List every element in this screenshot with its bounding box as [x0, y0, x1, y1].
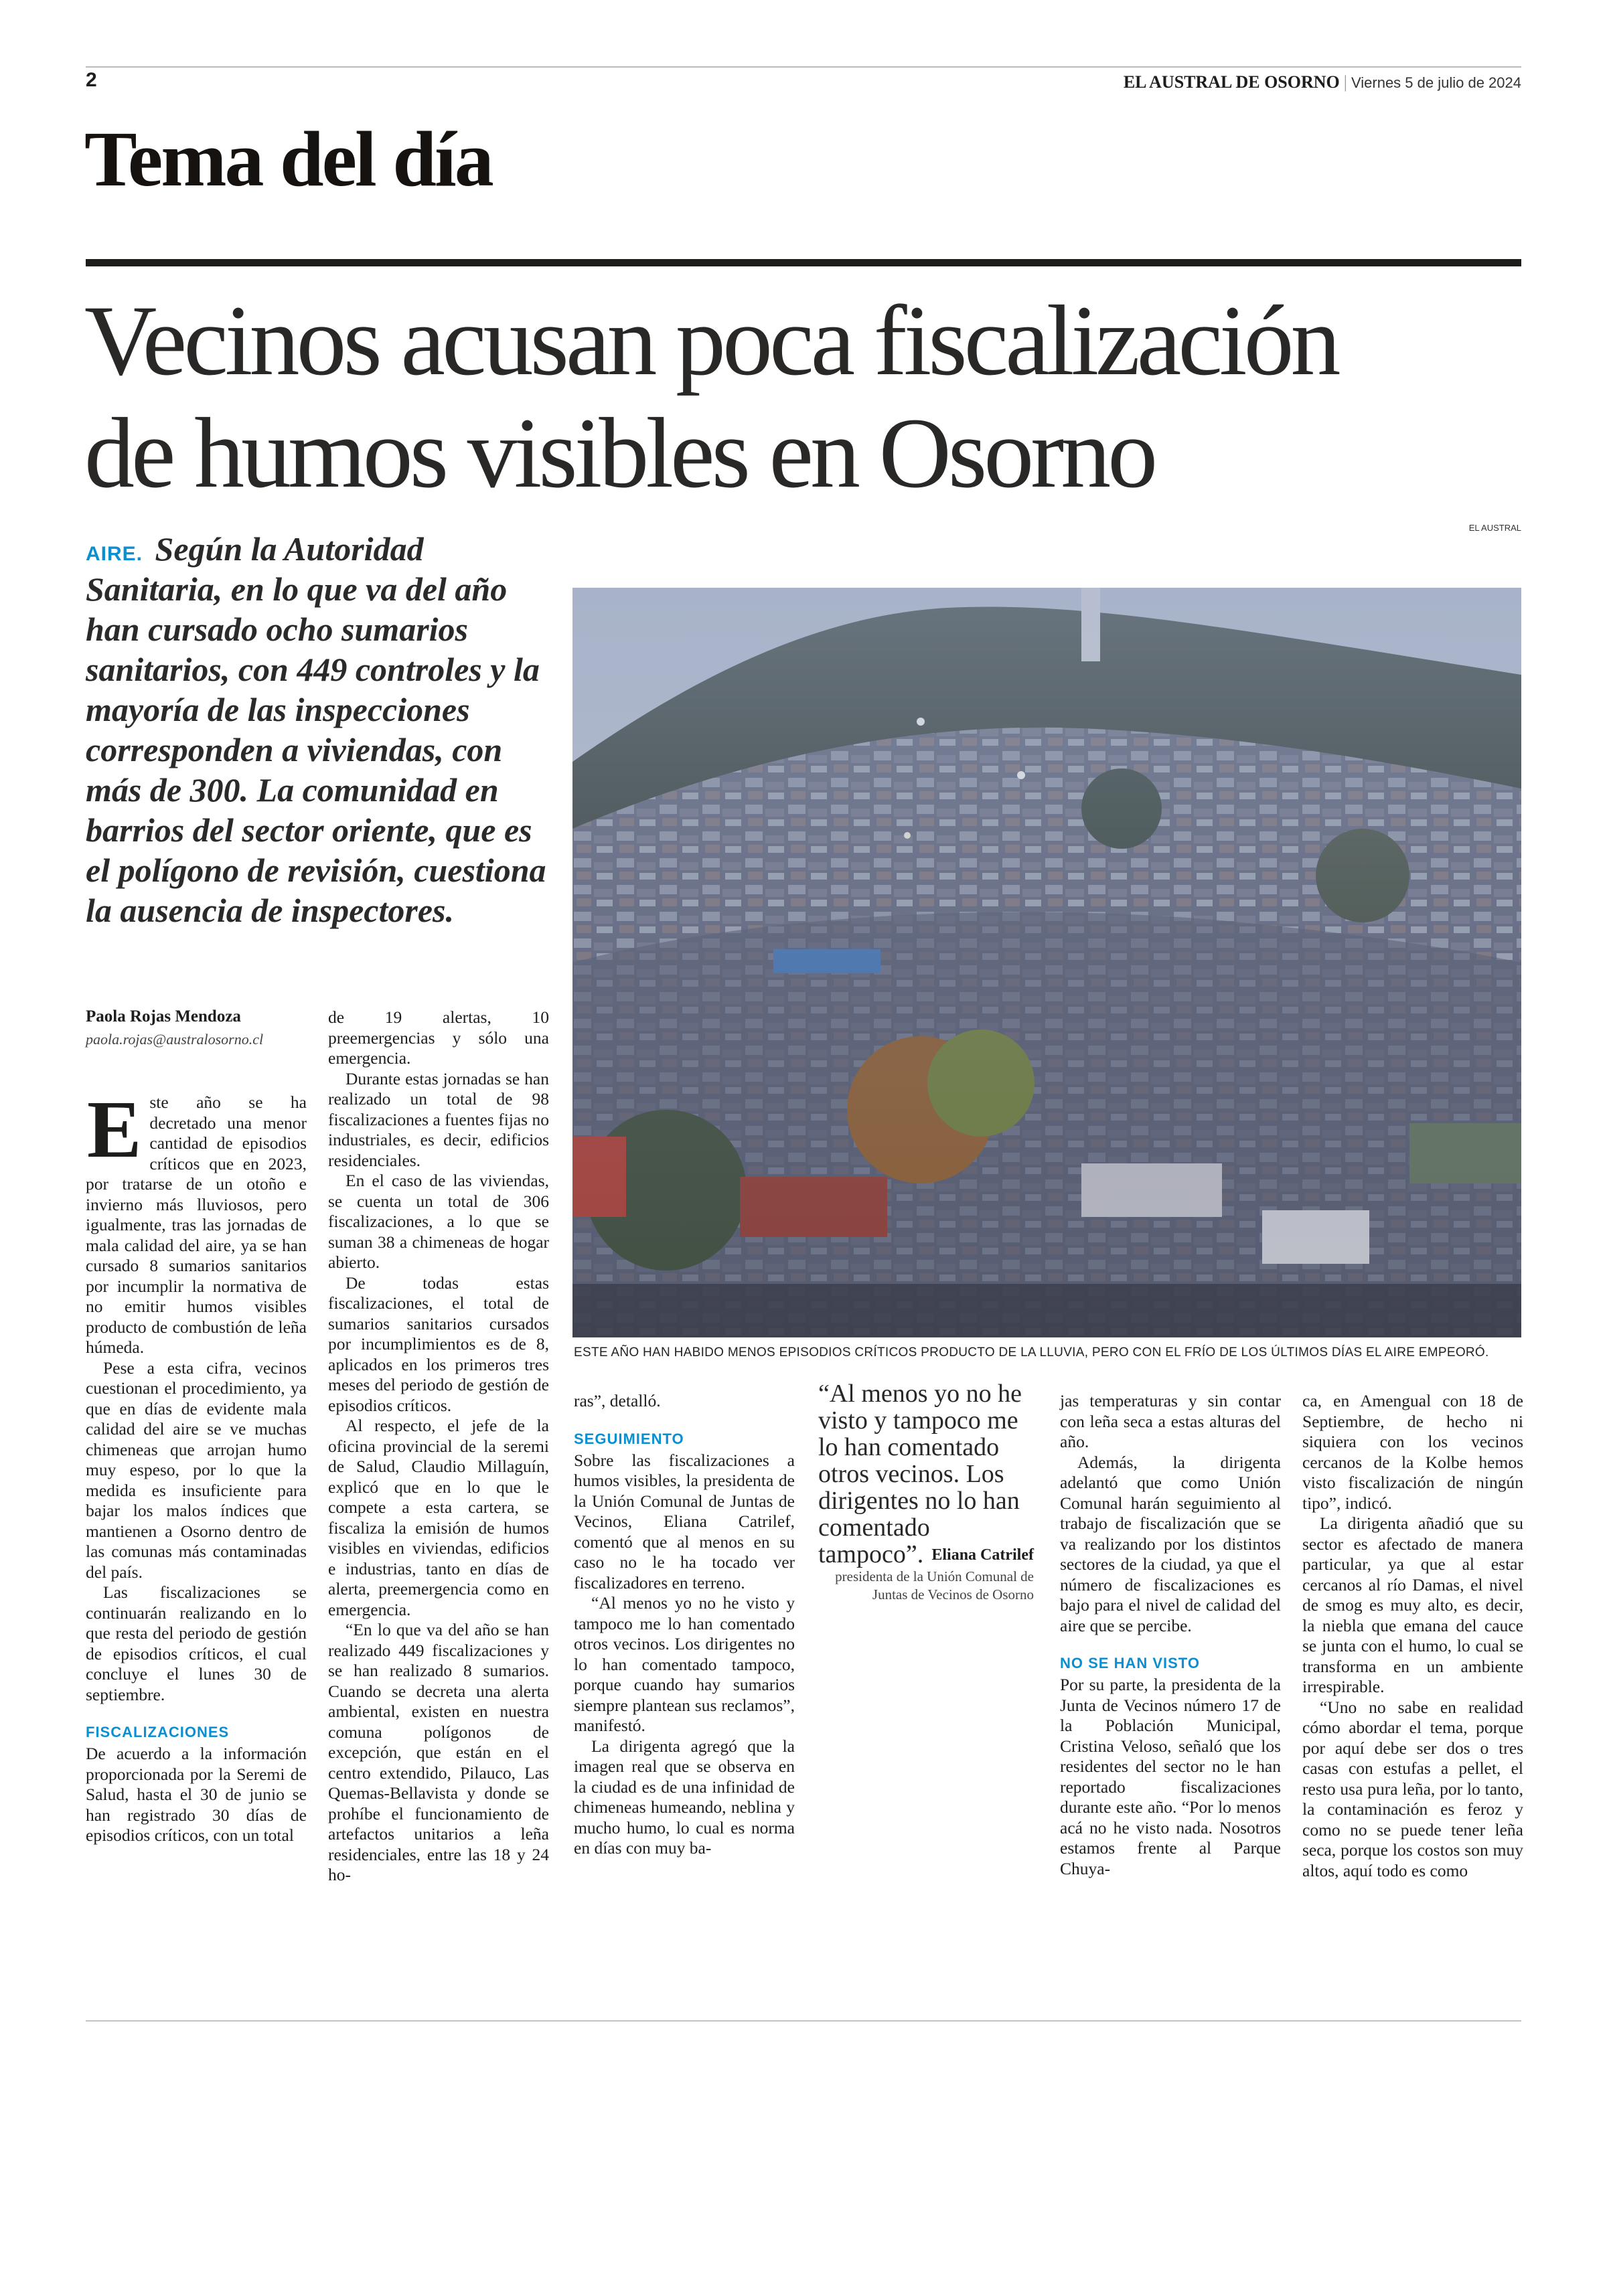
paragraph: La dirigenta agregó que la imagen real que se observa en la ciudad es de una infinidad de chimeneas humeando, neblina y mucho humo, lo cual es norma en días con muy ba- [574, 1736, 795, 1858]
section-title: Tema del día [84, 115, 492, 203]
author-name: Paola Rojas Mendoza [86, 1007, 241, 1026]
paragraph: ca, en Amengual con 18 de Septiembre, de hecho ni siquiera con los vecinos cercanos de la Kolbe hemos visto fiscalización de ningún tipo”, indicó. [1302, 1391, 1523, 1513]
dateline-separator: | [1343, 72, 1347, 92]
paragraph: ras”, detalló. [574, 1391, 661, 1410]
text-column-5 [1302, 1391, 1523, 1881]
photo-credit: EL AUSTRAL [1468, 523, 1521, 533]
page-number: 2 [86, 69, 97, 91]
text-column-1 [86, 1084, 307, 1846]
subheading: SEGUIMIENTO [574, 1430, 684, 1447]
paragraph: Pese a esta cifra, vecinos cuestionan el procedimiento, ya que en días de evidente mala calidad del aire se ve muchas chimeneas que arrojan humo muy espeso, por lo que la medida es insuficiente para bajar los malos índices que mantienen a Osorno dentro de las comunas más contaminadas del país. [86, 1358, 307, 1582]
text-column-4 [1060, 1391, 1281, 1879]
quote-attribution-name: Eliana Catrilef [931, 1546, 1034, 1564]
drop-cap: E [87, 1084, 142, 1175]
headline [84, 284, 1544, 509]
paragraph: Durante estas jornadas se han realizado un total de 98 fiscalizaciones a fuentes fijas no industriales, es decir, edificios residenciales. [328, 1068, 549, 1170]
paragraph: Además, la dirigenta adelantó que como Unión Comunal harán seguimiento al trabajo de fiscalización que se va realizando por los distintos sectores de la ciudad, ya que el número de fiscalizaciones es bajo para el nivel de calidad del aire que se percibe. [1060, 1452, 1281, 1635]
photo-caption: ESTE AÑO HAN HABIDO MENOS EPISODIOS CRÍTICOS PRODUCTO DE LA LLUVIA, PERO CON EL FRÍO DE LOS ÚLTIMOS DÍAS EL AIRE EMPEORÓ. [574, 1345, 1489, 1360]
paragraph: Sobre las fiscalizaciones a humos visibles, la presidenta de la Unión Comunal de Juntas de Vecinos, Eliana Catrilef, comentó que al menos en su caso no le ha tocado ver fiscalizadores en terreno. [574, 1450, 795, 1592]
text-column-2 [328, 1007, 549, 1886]
photo-illustration [572, 588, 1521, 1337]
paragraph: De acuerdo a la información proporcionada por la Seremi de Salud, hasta el 30 de junio se han registrado 30 días de episodios críticos, con un total [86, 1744, 307, 1845]
paragraph: Al respecto, el jefe de la oficina provincial de la seremi de Salud, Claudio Millaguín, explicó que en lo que le compete a esta cartera, se fiscaliza la emisión de humos visibles en viviendas, edificios e industrias, tanto en días de alerta, preemergencia como en emergencia. [328, 1416, 549, 1619]
author-email: paola.rojas@australosorno.cl [86, 1031, 264, 1048]
paragraph: “En lo que va del año se han realizado 449 fiscalizaciones y se han realizado 8 sumarios. Cuando se decreta una alerta ambiental, existen en nuestra comuna polígonos de excepción, que están en el centro extendido, Pilauco, Las Quemas-Bellavista y donde se prohíbe el funcionamiento de artefactos unitarios a leña residenciales, entre las 18 y 24 ho- [328, 1620, 549, 1884]
lede-tag: AIRE. [86, 543, 143, 565]
text-column-3 [574, 1391, 795, 1859]
paragraph: jas temperaturas y sin contar con leña seca a estas alturas del año. [1060, 1391, 1281, 1451]
paragraph: De todas estas fiscalizaciones, el total de sumarios sanitarios cursados por incumplimientos es de 8, aplicados en los primeros tres meses del periodo de gestión de episodios críticos. [328, 1273, 549, 1415]
lede [86, 529, 554, 930]
paragraph [86, 1084, 307, 1358]
quote-attribution-role: presidenta de la Unión Comunal de Juntas de Vecinos de Osorno [835, 1568, 1034, 1603]
top-rule [86, 66, 1521, 68]
paragraph: Las fiscalizaciones se continuarán realizando en lo que resta del periodo de gestión de episodios críticos, el cual concluye el lunes 30 de septiembre. [86, 1582, 307, 1704]
subheading: FISCALIZACIONES [86, 1724, 230, 1740]
dateline [1124, 72, 1521, 92]
pull-quote: “Al menos yo no he visto y tampoco me lo han comentado otros vecinos. Los dirigentes no lo han comentado tampoco”. [818, 1380, 1022, 1568]
city-smog-photo [572, 588, 1521, 1337]
paragraph: de 19 alertas, 10 preemergencias y sólo una emergencia. [328, 1007, 549, 1068]
paragraph-text: ste año se ha decretado una menor cantidad de episodios críticos que en 2023, por tratarse de un otoño e invierno más lluviosos, pero igualmente, tras las jornadas de mala calidad del aire, ya se han cursado 8 sumarios sanitarios por incumplir la normativa de no emitir humos visibles producto de combustión de leña húmeda. [86, 1092, 307, 1357]
lede-text: Según la Autoridad Sanitaria, en lo que va del año han cursado ocho sumarios sanitarios, con 449 controles y la mayoría de las inspecciones corresponden a viviendas, con más de 300. La comunidad en barrios del sector oriente, que es el polígono de revisión, cuestiona la ausencia de inspectores. [86, 530, 546, 929]
paragraph: En el caso de las viviendas, se cuenta un total de 306 fiscalizaciones, a lo que se suman 38 a chimeneas de hogar abierto. [328, 1171, 549, 1272]
headline-line-1: Vecinos acusan poca fiscalización [84, 285, 1338, 396]
paragraph: “Uno no sabe en realidad cómo abordar el tema, porque por aquí debe ser dos o tres casas con estufas a pellet, el resto usa pura leña, por lo tanto, la contaminación es feroz y como no se puede tener leña seca, porque los costos son muy altos, aquí todo es como [1302, 1697, 1523, 1880]
section-rule [86, 259, 1521, 266]
paragraph: La dirigenta añadió que su sector es afectado de manera particular, ya que al estar cercanos al río Damas, el nivel de smog es muy alto, es decir, la niebla que emana del cauce se junta con el humo, lo cual se transforma en un ambiente irrespirable. [1302, 1513, 1523, 1696]
paragraph: “Al menos yo no he visto y tampoco me lo han comentado otros vecinos. Los dirigentes no lo han comentado tampoco, porque cuando hay sumarios siempre plantean sus reclamos”, manifestó. [574, 1593, 795, 1735]
publication-name: EL AUSTRAL DE OSORNO [1123, 72, 1340, 92]
bottom-rule [86, 2020, 1521, 2022]
headline-line-2: de humos visibles en Osorno [84, 398, 1155, 509]
paragraph: Por su parte, la presidenta de la Junta de Vecinos número 17 de la Población Municipal, Cristina Veloso, señaló que los residentes del sector no le han reportado fiscalizaciones durante este año. “Por lo menos acá no he visto nada. Nosotros estamos frente al Parque Chuya- [1060, 1675, 1281, 1878]
publication-date: Viernes 5 de julio de 2024 [1351, 74, 1521, 91]
subheading: NO SE HAN VISTO [1060, 1655, 1200, 1671]
